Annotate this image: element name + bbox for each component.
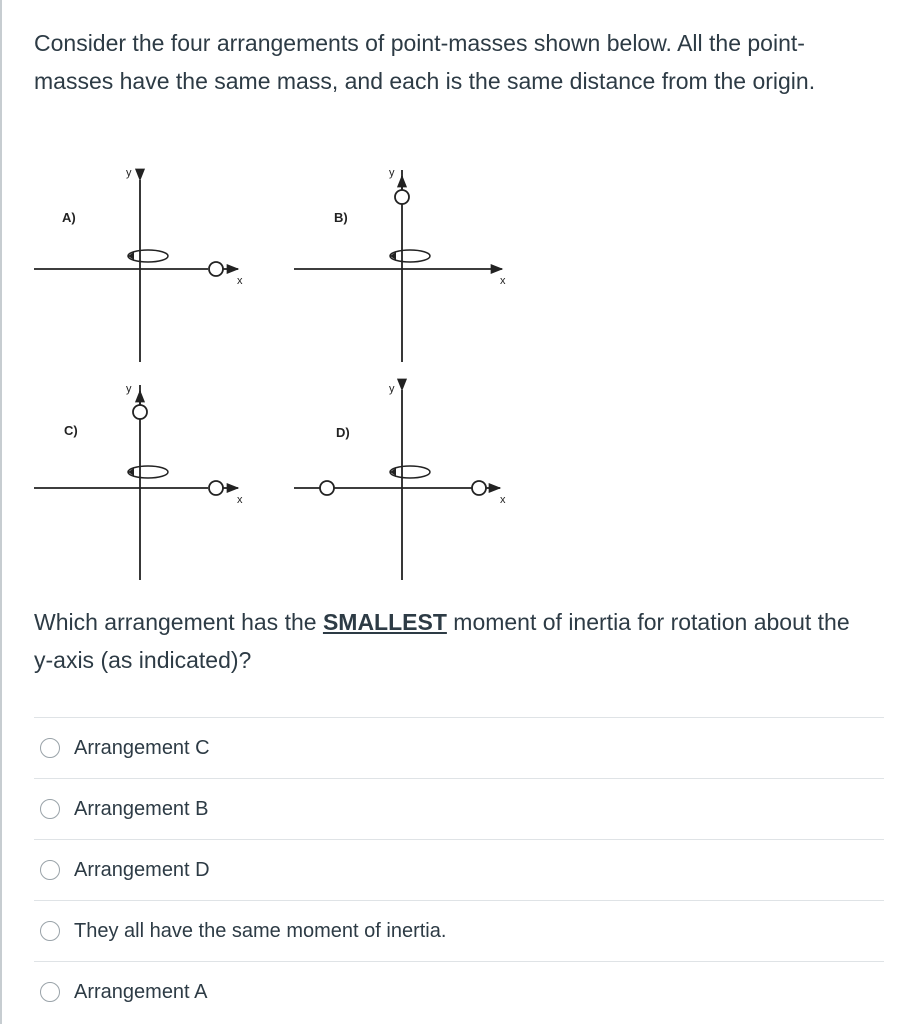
- panel-c-label: C): [64, 423, 78, 438]
- prompt-emphasis: SMALLEST: [322, 609, 447, 635]
- panel-c-y-label: y: [126, 383, 132, 395]
- question-intro: Consider the four arrangements of point-masses shown below. All the point-masses have the same mass, and each is the same distance from the origin.: [34, 30, 816, 94]
- panel-d: [294, 383, 506, 580]
- radio-button[interactable]: [40, 799, 60, 819]
- prompt-before: Which arrangement has the: [34, 609, 323, 635]
- panel-a-y-label: y: [126, 167, 132, 179]
- panel-d-mass-neg-x: [320, 481, 334, 495]
- radio-button[interactable]: [40, 738, 60, 758]
- panel-c-x-label: x: [237, 494, 243, 506]
- answer-label: Arrangement C: [74, 736, 210, 759]
- answer-option[interactable]: [34, 961, 884, 1022]
- answer-label: Arrangement D: [74, 858, 210, 881]
- panel-d-label: D): [336, 425, 350, 440]
- answer-label: Arrangement B: [74, 797, 209, 820]
- panel-d-y-label: y: [389, 383, 395, 395]
- question-prompt: [34, 603, 864, 679]
- panel-a-label: A): [62, 210, 76, 225]
- panel-a-x-label: x: [237, 275, 243, 287]
- panel-b: [294, 167, 506, 362]
- panel-b-x-label: x: [500, 275, 506, 287]
- panel-c: [34, 383, 243, 580]
- panel-c-mass-x: [209, 481, 223, 495]
- radio-button[interactable]: [40, 860, 60, 880]
- answer-option[interactable]: [34, 839, 884, 900]
- answer-option[interactable]: [34, 717, 884, 778]
- panel-a: [34, 167, 243, 362]
- panel-b-label: B): [334, 210, 348, 225]
- prompt-after: moment of inertia for rotation about the y-axis (as indicated)?: [34, 609, 850, 673]
- panel-a-mass-x: [209, 262, 223, 276]
- panel-d-mass-x: [472, 481, 486, 495]
- answer-option[interactable]: [34, 900, 884, 961]
- panel-c-mass-y: [133, 405, 147, 419]
- arrangements-figure: [0, 150, 560, 590]
- panel-d-x-label: x: [500, 494, 506, 506]
- answer-label: Arrangement A: [74, 980, 208, 1003]
- answer-option[interactable]: [34, 778, 884, 839]
- answer-list: [34, 717, 884, 1022]
- radio-button[interactable]: [40, 921, 60, 941]
- panel-b-mass-y: [395, 190, 409, 204]
- radio-button[interactable]: [40, 982, 60, 1002]
- answer-label: They all have the same moment of inertia.: [74, 919, 447, 942]
- panel-b-y-label: y: [389, 167, 395, 179]
